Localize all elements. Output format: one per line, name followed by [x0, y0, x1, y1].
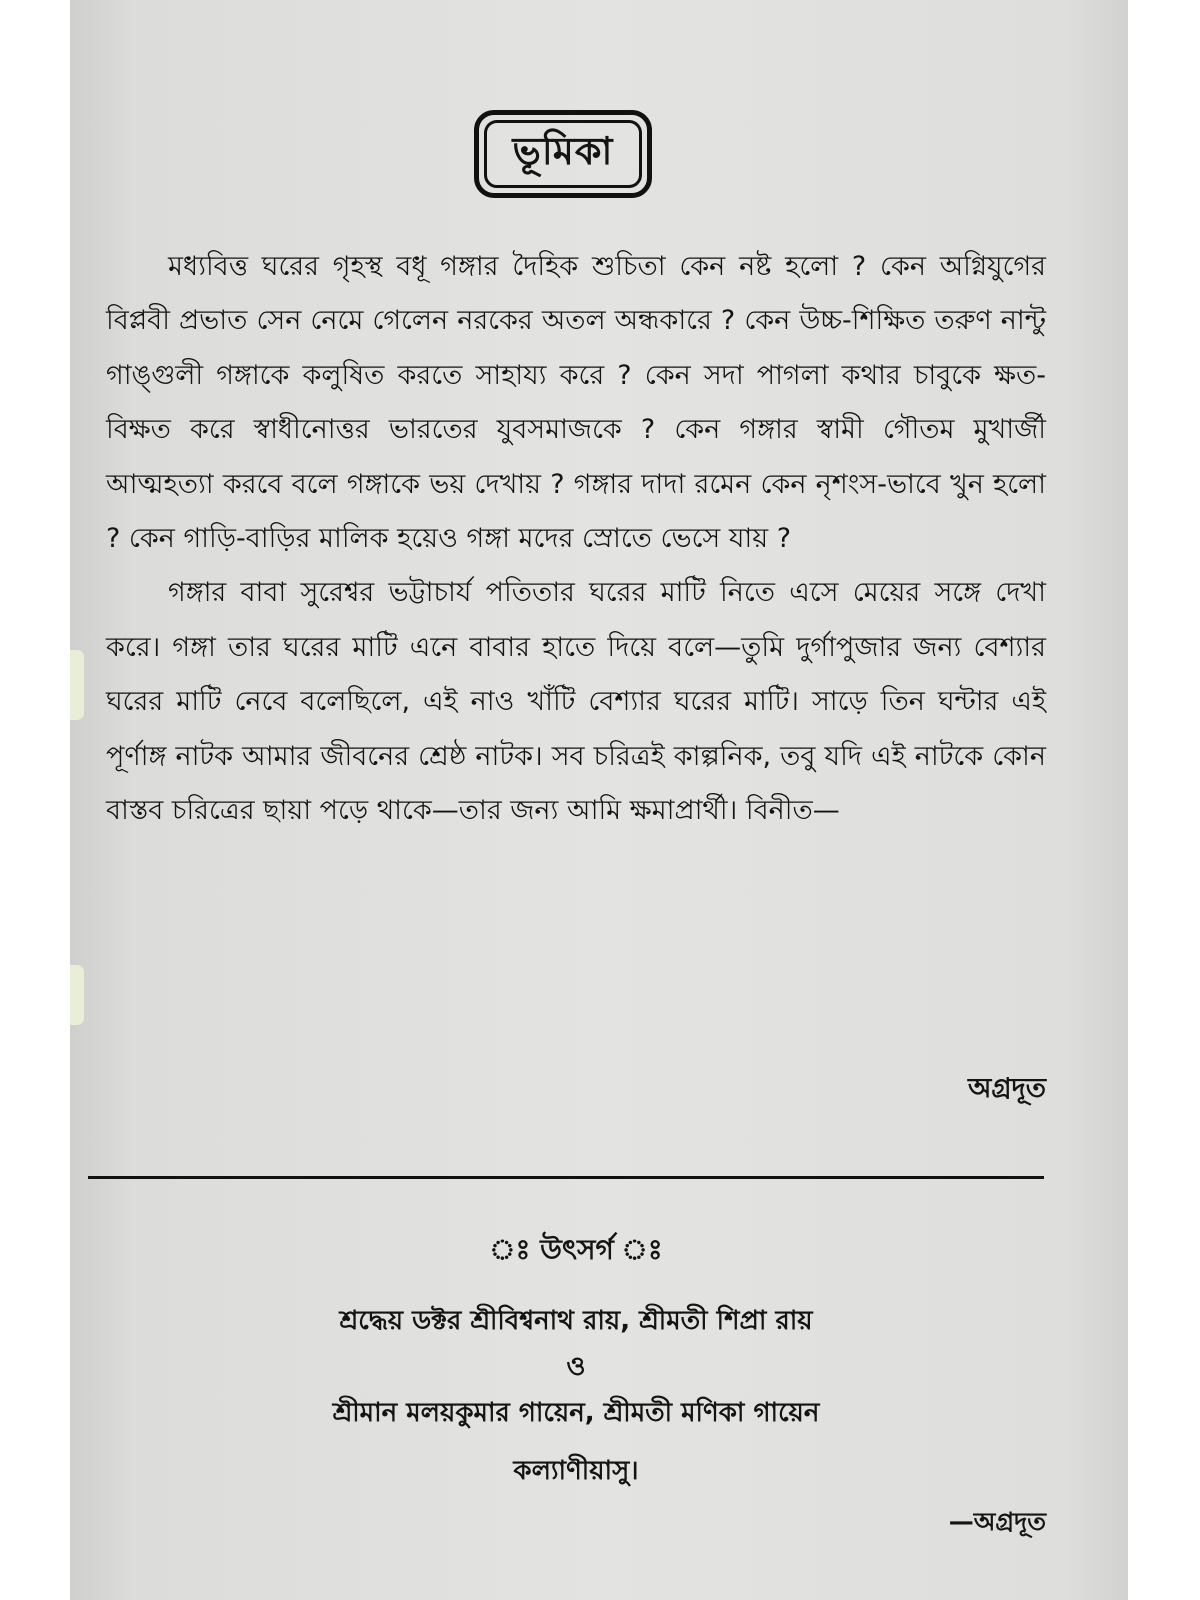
torn-edge-mark: [70, 650, 84, 720]
page-title: ভূমিকা: [484, 120, 642, 188]
dedication-signature: —অগ্রদূত: [948, 1507, 1046, 1536]
torn-edge-mark: [70, 965, 84, 1025]
dedication-line-3: কল্যাণীয়াসু।: [513, 1456, 639, 1486]
dedication-line-2: শ্রীমান মলয়কুমার গায়েন, শ্রীমতী মণিকা গায়েন: [332, 1398, 820, 1428]
preface-paragraph-2: গঙ্গার বাবা সুরেশ্বর ভট্টাচার্য পতিতার ঘরের মাটি নিতে এসে মেয়ের সঙ্গে দেখা করে। গঙ্গা তার ঘরের মাটি এনে বাবার হাতে দিয়ে বলে—তুমি দুর্গাপুজার জন্য বেশ্যার ঘরের মাটি নেবে বলেছিলে, এই নাও খাঁটি বেশ্যার ঘরের মাটি। সাড়ে তিন ঘন্টার এই পূর্ণাঙ্গ নাটক আমার জীবনের শ্রেষ্ঠ নাটক। সব চরিত্রই কাল্পনিক, তবু যদি এই নাটকে কোন বাস্তব চরিত্রের ছায়া পড়ে থাকে—তার জন্য আমি ক্ষমাপ্রার্থী। বিনীত—: [106, 577, 1046, 827]
dedication-line-1: শ্রদ্ধেয় ডক্টর শ্রীবিশ্বনাথ রায়, শ্রীমতী শিপ্রা রায়: [339, 1306, 813, 1336]
book-page: [70, 0, 1128, 1600]
section-divider: [88, 1176, 1044, 1179]
title-frame: [474, 110, 652, 198]
preface-signature: অগ্রদূত: [967, 1073, 1046, 1104]
dedication-section: [106, 1230, 1046, 1500]
preface-text: [106, 240, 1046, 838]
preface-paragraph-1: মধ্যবিত্ত ঘরের গৃহস্থ বধূ গঙ্গার দৈহিক শুচিতা কেন নষ্ট হলো ? কেন অগ্নিযুগের বিপ্লবী প্রভাত সেন নেমে গেলেন নরকের অতল অন্ধকারে ? কেন উচ্চ-শিক্ষিত তরুণ নান্টু গাঙ্গুলী গঙ্গাকে কলুষিত করতে সাহায্য করে ? কেন সদা পাগলা কথার চাবুকে ক্ষত-বিক্ষত করে স্বাধীনোত্তর ভারতের যুবসমাজকে ? কেন গঙ্গার স্বামী গৌতম মুখার্জী আত্মহত্যা করবে বলে গঙ্গাকে ভয় দেখায় ? গঙ্গার দাদা রমেন কেন নৃশংস-ভাবে খুন হলো ? কেন গাড়ি-বাড়ির মালিক হয়েও গঙ্গা মদের স্রোতে ভেসে যায় ?: [106, 251, 1046, 555]
dedication-heading: ঃ উৎসর্গ ঃ: [489, 1233, 663, 1266]
dedication-conjunction: ও: [566, 1352, 586, 1382]
